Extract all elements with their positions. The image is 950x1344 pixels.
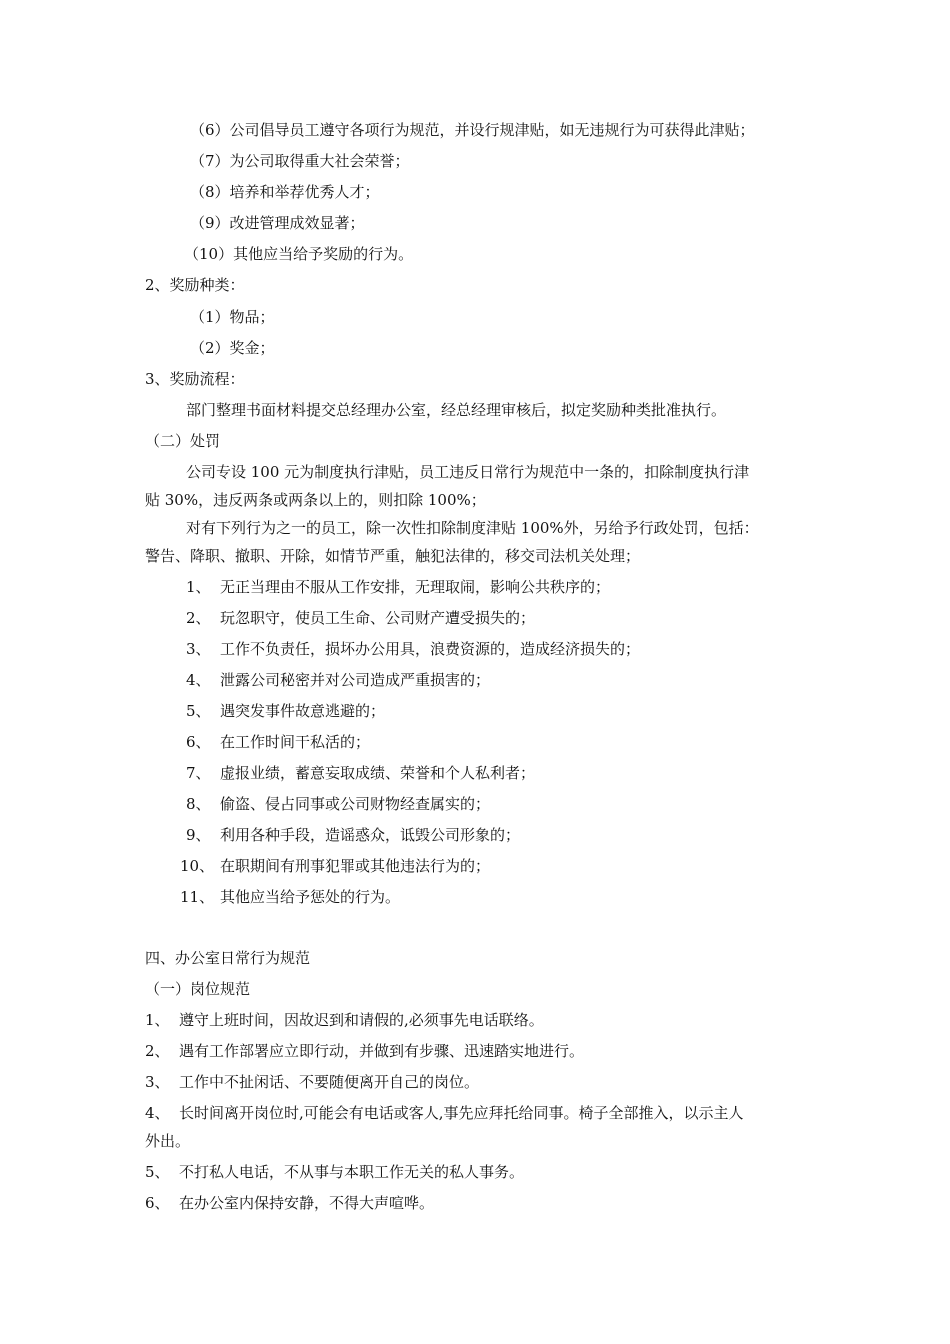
penalty-heading: （二）处罚 <box>145 432 221 450</box>
reward-item-9: （9）改进管理成效显著； <box>190 214 365 232</box>
office-heading: 四、办公室日常行为规范 <box>145 949 311 967</box>
penalty-item <box>186 603 535 634</box>
office-item-continuation: 外出。 <box>145 1132 191 1150</box>
item-text: 工作中不扯闲话、不要随便离开自己的岗位。 <box>179 1073 480 1091</box>
item-number: 8、 <box>186 795 211 813</box>
item-text: 偷盗、侵占同事或公司财物经查属实的； <box>220 795 491 813</box>
item-number: 1、 <box>186 578 211 596</box>
penalty-para2-line2: 警告、降职、撤职、开除，如情节严重，触犯法律的，移交司法机关处理； <box>145 547 641 565</box>
reward-types-heading: 2、奖励种类： <box>145 276 245 294</box>
item-text: 利用各种手段，造谣惑众，诋毁公司形象的； <box>220 826 521 844</box>
item-number: 10、 <box>180 857 215 875</box>
reward-item-7: （7）为公司取得重大社会荣誉； <box>190 152 410 170</box>
item-number: 4、 <box>145 1104 170 1122</box>
reward-item-6: （6）公司倡导员工遵守各项行为规范，并设行规津贴，如无违规行为可获得此津贴； <box>190 121 755 139</box>
penalty-para1-line2: 贴 30%，违反两条或两条以上的，则扣除 100%； <box>145 491 486 509</box>
penalty-item <box>186 727 370 758</box>
penalty-item <box>186 696 385 727</box>
item-text: 在办公室内保持安静，不得大声喧哗。 <box>179 1194 435 1212</box>
reward-type-2: （2）奖金； <box>190 339 275 357</box>
item-text: 遇有工作部署应立即行动，并做到有步骤、迅速踏实地进行。 <box>179 1042 585 1060</box>
office-item <box>145 1188 434 1219</box>
item-number: 2、 <box>186 609 211 627</box>
item-number: 6、 <box>145 1194 170 1212</box>
item-number: 11、 <box>180 888 215 906</box>
penalty-para2-line1: 对有下列行为之一的员工，除一次性扣除制度津贴 100%外，另给予行政处罚，包括： <box>186 519 759 537</box>
item-number: 5、 <box>145 1163 170 1181</box>
penalty-para1-line1: 公司专设 100 元为制度执行津贴，员工违反日常行为规范中一条的，扣除制度执行津 <box>186 463 750 481</box>
item-number: 9、 <box>186 826 211 844</box>
item-text: 在职期间有刑事犯罪或其他违法行为的； <box>220 857 491 875</box>
item-text: 玩忽职守，使员工生命、公司财产遭受损失的； <box>220 609 536 627</box>
item-number: 6、 <box>186 733 211 751</box>
item-text: 其他应当给予惩处的行为。 <box>220 888 401 906</box>
penalty-item <box>186 758 535 789</box>
penalty-item <box>186 572 610 603</box>
item-number: 2、 <box>145 1042 170 1060</box>
office-item <box>145 1157 524 1188</box>
item-text: 遵守上班时间，因故迟到和请假的,必须事先电话联络。 <box>179 1011 544 1029</box>
item-text: 在工作时间干私活的； <box>220 733 371 751</box>
item-number: 7、 <box>186 764 211 782</box>
reward-process-text: 部门整理书面材料提交总经理办公室，经总经理审核后，拟定奖励种类批准执行。 <box>186 401 727 419</box>
item-text: 无正当理由不服从工作安排，无理取闹，影响公共秩序的； <box>220 578 611 596</box>
item-text: 不打私人电话，不从事与本职工作无关的私人事务。 <box>179 1163 525 1181</box>
office-item <box>145 1098 744 1129</box>
item-text: 虚报业绩，蓄意妄取成绩、荣誉和个人私利者； <box>220 764 536 782</box>
item-number: 1、 <box>145 1011 170 1029</box>
penalty-item <box>180 882 400 913</box>
office-item <box>145 1005 544 1036</box>
item-text: 工作不负责任，损坏办公用具，浪费资源的，造成经济损失的； <box>220 640 641 658</box>
penalty-item <box>186 634 640 665</box>
reward-process-heading: 3、奖励流程： <box>145 370 245 388</box>
item-number: 4、 <box>186 671 211 689</box>
office-item <box>145 1067 479 1098</box>
penalty-item <box>186 665 490 696</box>
item-text: 遇突发事件故意逃避的； <box>220 702 386 720</box>
item-number: 3、 <box>186 640 211 658</box>
office-sub-heading: （一）岗位规范 <box>145 980 251 998</box>
item-number: 3、 <box>145 1073 170 1091</box>
item-text: 长时间离开岗位时,可能会有电话或客人,事先应拜托给同事。椅子全部推入，以示主人 <box>179 1104 744 1122</box>
office-item <box>145 1036 584 1067</box>
penalty-item <box>186 820 520 851</box>
penalty-item <box>186 789 490 820</box>
reward-item-8: （8）培养和举荐优秀人才； <box>190 183 380 201</box>
penalty-item <box>180 851 490 882</box>
item-number: 5、 <box>186 702 211 720</box>
reward-item-10: （10）其他应当给予奖励的行为。 <box>184 245 414 263</box>
item-text: 泄露公司秘密并对公司造成严重损害的； <box>220 671 491 689</box>
reward-type-1: （1）物品； <box>190 308 275 326</box>
